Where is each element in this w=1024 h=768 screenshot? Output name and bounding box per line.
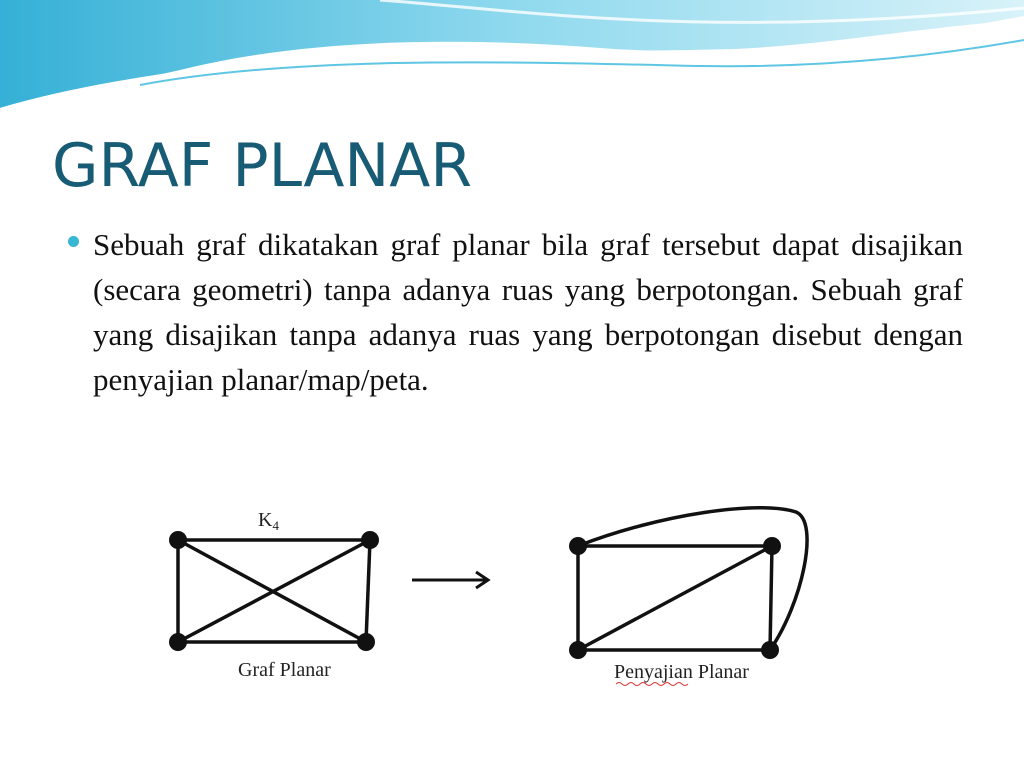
planar-vertex [569,537,587,555]
planar-graph [578,508,807,650]
planar-vertex [761,641,779,659]
k4-vertex [357,633,375,651]
arrow-icon [412,572,488,588]
left-caption: Graf Planar [238,659,331,681]
right-caption: Penyajian Planar [614,661,749,683]
planar-vertex [569,641,587,659]
k4-vertex [361,531,379,549]
planar-graph-figure [140,494,838,692]
k4-vertex [169,531,187,549]
slide-paragraph: Sebuah graf dikatakan graf planar bila graf tersebut dapat disajikan (secara geometri) tanpa adanya ruas yang berpotongan. Sebuah graf yang disajikan tanpa adanya ruas yang berpotongan disebut dengan penyajian planar/map/peta. [93,227,963,397]
k4-label: $K_4$ [258,509,279,533]
k4-graph [178,540,370,642]
decorative-wave-header [0,0,1024,120]
bullet-icon [68,236,79,247]
planar-vertex [763,537,781,555]
k4-vertex [169,633,187,651]
slide-title: GRAF PLANAR [52,131,473,201]
graph-illustration [140,494,838,692]
